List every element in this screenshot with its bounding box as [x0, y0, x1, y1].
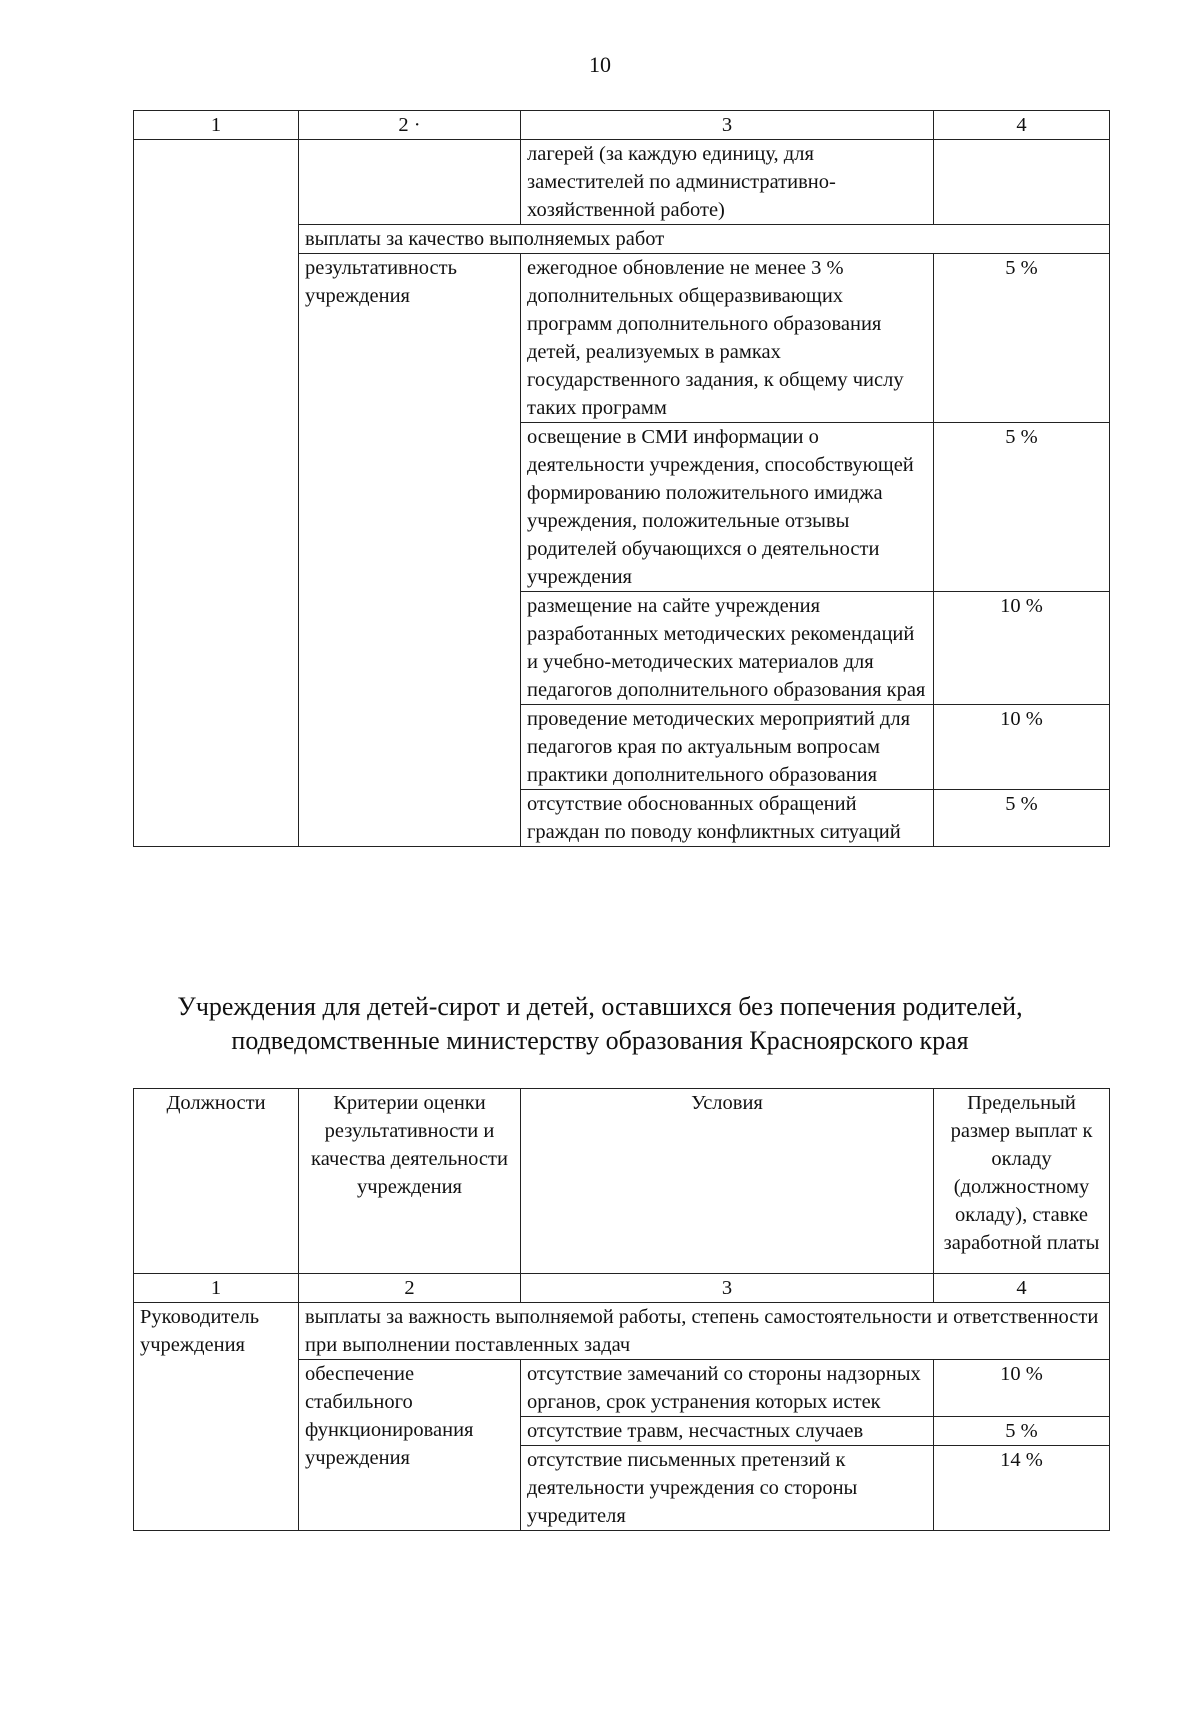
- header-row: [134, 1089, 1110, 1274]
- group-header-row: [134, 1303, 1110, 1360]
- position-cell-empty: [134, 140, 299, 847]
- value-cell: 10 %: [934, 705, 1110, 790]
- value-cell: 14 %: [934, 1446, 1110, 1531]
- condition-cell: отсутствие обоснованных обращений граждан по поводу конфликтных ситуаций: [521, 790, 934, 847]
- condition-cell: проведение методических мероприятий для педагогов края по актуальным вопросам практики дополнительного образования: [521, 705, 934, 790]
- group-header-importance: выплаты за важность выполняемой работы, степень самостоятельности и ответственности при выполнении поставленных задач: [299, 1303, 1110, 1360]
- header-conditions: Условия: [521, 1089, 934, 1274]
- col-number-2: 2: [299, 1274, 521, 1303]
- criterion-cell: результативность учреждения: [299, 254, 521, 847]
- header-max-payment: Предельный размер выплат к окладу (должностному окладу), ставке заработной платы: [934, 1089, 1110, 1274]
- col-number-4: 4: [934, 1274, 1110, 1303]
- table-row: [134, 140, 1110, 225]
- value-cell: 10 %: [934, 592, 1110, 705]
- header-positions: Должности: [134, 1089, 299, 1274]
- col-number-1: 1: [134, 111, 299, 140]
- value-cell: 5 %: [934, 423, 1110, 592]
- condition-cell: размещение на сайте учреждения разработанных методических рекомендаций и учебно-методических материалов для педагогов дополнительного образования края: [521, 592, 934, 705]
- group-header-quality: выплаты за качество выполняемых работ: [299, 225, 1110, 254]
- value-cell-empty: [934, 140, 1110, 225]
- value-cell: 5 %: [934, 790, 1110, 847]
- criterion-cell-empty: [299, 140, 521, 225]
- col-number-1: 1: [134, 1274, 299, 1303]
- criteria-table-continuation: [133, 110, 1110, 847]
- position-cell: Руководитель учреждения: [134, 1303, 299, 1531]
- section-heading-line-2: подведомственные министерству образования Красноярского края: [231, 1026, 969, 1055]
- condition-cell: отсутствие письменных претензий к деятельности учреждения со стороны учредителя: [521, 1446, 934, 1531]
- header-criteria: Критерии оценки результативности и качества деятельности учреждения: [299, 1089, 521, 1274]
- section-heading: [0, 990, 1200, 1058]
- value-cell: 5 %: [934, 254, 1110, 423]
- criteria-table-orphans: [133, 1088, 1110, 1531]
- value-cell: 10 %: [934, 1360, 1110, 1417]
- condition-cell: лагерей (за каждую единицу, для заместителей по административно-хозяйственной работе): [521, 140, 934, 225]
- section-heading-line-1: Учреждения для детей-сирот и детей, оставшихся без попечения родителей,: [177, 992, 1023, 1021]
- page-number: 10: [589, 52, 611, 77]
- col-number-2: 2 ·: [299, 111, 521, 140]
- col-number-4: 4: [934, 111, 1110, 140]
- condition-cell: отсутствие травм, несчастных случаев: [521, 1417, 934, 1446]
- col-number-3: 3: [521, 111, 934, 140]
- condition-cell: ежегодное обновление не менее 3 % дополнительных общеразвивающих программ дополнительного образования детей, реализуемых в рамках государственного задания, к общему числу таких программ: [521, 254, 934, 423]
- criterion-cell: обеспечение стабильного функционирования учреждения: [299, 1360, 521, 1531]
- condition-cell: освещение в СМИ информации о деятельности учреждения, способствующей формированию положительного имиджа учреждения, положительные отзывы родителей обучающихся о деятельности учреждения: [521, 423, 934, 592]
- value-cell: 5 %: [934, 1417, 1110, 1446]
- col-number-3: 3: [521, 1274, 934, 1303]
- column-number-row: [134, 1274, 1110, 1303]
- condition-cell: отсутствие замечаний со стороны надзорных органов, срок устранения которых истек: [521, 1360, 934, 1417]
- column-number-row: [134, 111, 1110, 140]
